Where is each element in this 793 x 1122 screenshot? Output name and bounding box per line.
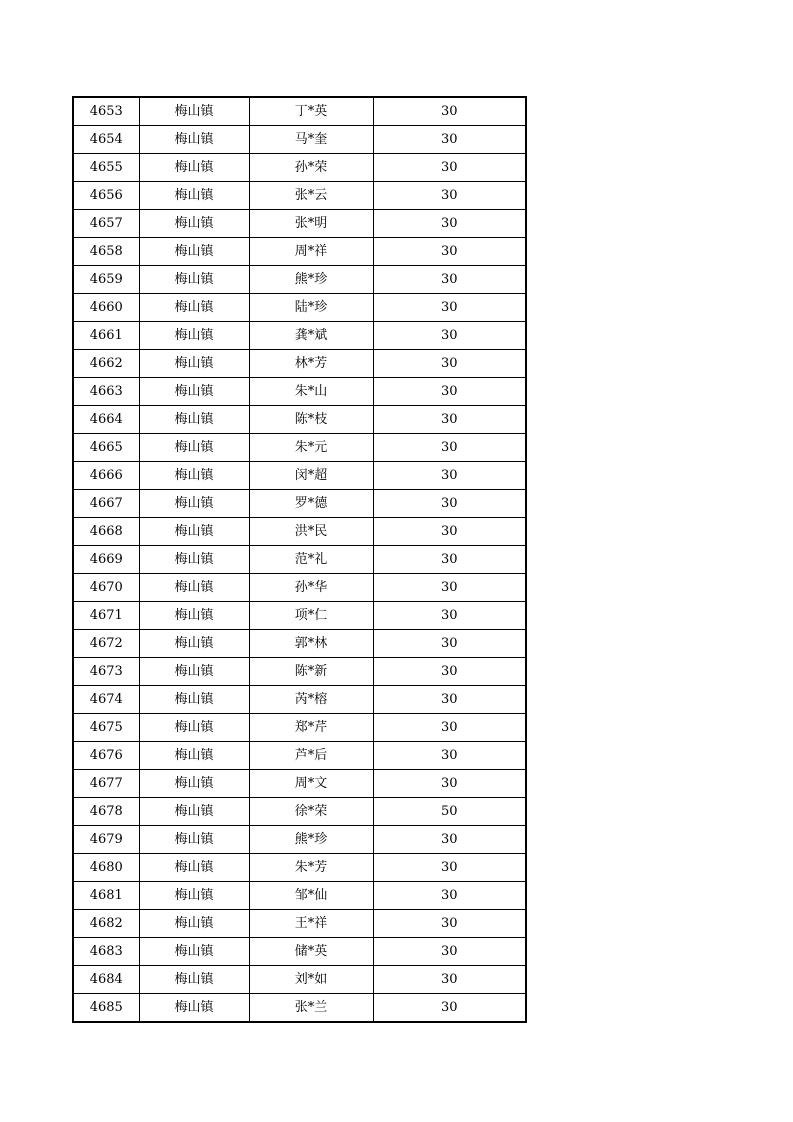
row-number-cell: 4673	[73, 658, 139, 686]
name-cell: 林*芳	[249, 350, 373, 378]
table-row	[73, 826, 526, 854]
name-cell: 储*英	[249, 938, 373, 966]
name-cell: 陈*枝	[249, 406, 373, 434]
table-row	[73, 490, 526, 518]
table-row	[73, 462, 526, 490]
name-cell: 邹*仙	[249, 882, 373, 910]
table-row	[73, 882, 526, 910]
data-table	[72, 96, 527, 1023]
amount-cell: 30	[373, 434, 526, 462]
name-cell: 张*明	[249, 210, 373, 238]
amount-cell: 30	[373, 322, 526, 350]
amount-cell: 30	[373, 378, 526, 406]
amount-cell: 30	[373, 294, 526, 322]
town-cell: 梅山镇	[139, 994, 249, 1023]
table-row	[73, 322, 526, 350]
name-cell: 朱*元	[249, 434, 373, 462]
amount-cell: 30	[373, 602, 526, 630]
town-cell: 梅山镇	[139, 910, 249, 938]
table-row	[73, 854, 526, 882]
amount-cell: 30	[373, 714, 526, 742]
row-number-cell: 4679	[73, 826, 139, 854]
name-cell: 周*祥	[249, 238, 373, 266]
row-number-cell: 4666	[73, 462, 139, 490]
town-cell: 梅山镇	[139, 882, 249, 910]
row-number-cell: 4657	[73, 210, 139, 238]
amount-cell: 30	[373, 882, 526, 910]
amount-cell: 30	[373, 97, 526, 126]
table-row	[73, 126, 526, 154]
town-cell: 梅山镇	[139, 770, 249, 798]
row-number-cell: 4680	[73, 854, 139, 882]
table-row	[73, 602, 526, 630]
table-row	[73, 938, 526, 966]
name-cell: 陈*新	[249, 658, 373, 686]
amount-cell: 30	[373, 350, 526, 378]
row-number-cell: 4659	[73, 266, 139, 294]
table-row	[73, 770, 526, 798]
name-cell: 张*兰	[249, 994, 373, 1023]
row-number-cell: 4682	[73, 910, 139, 938]
row-number-cell: 4667	[73, 490, 139, 518]
amount-cell: 30	[373, 154, 526, 182]
table-row	[73, 350, 526, 378]
town-cell: 梅山镇	[139, 518, 249, 546]
amount-cell: 30	[373, 126, 526, 154]
name-cell: 马*奎	[249, 126, 373, 154]
town-cell: 梅山镇	[139, 462, 249, 490]
amount-cell: 30	[373, 266, 526, 294]
amount-cell: 30	[373, 742, 526, 770]
table-row	[73, 630, 526, 658]
town-cell: 梅山镇	[139, 630, 249, 658]
row-number-cell: 4669	[73, 546, 139, 574]
row-number-cell: 4675	[73, 714, 139, 742]
row-number-cell: 4658	[73, 238, 139, 266]
table-row	[73, 658, 526, 686]
amount-cell: 30	[373, 686, 526, 714]
amount-cell: 30	[373, 490, 526, 518]
town-cell: 梅山镇	[139, 294, 249, 322]
name-cell: 郑*芹	[249, 714, 373, 742]
town-cell: 梅山镇	[139, 322, 249, 350]
table-row	[73, 714, 526, 742]
row-number-cell: 4677	[73, 770, 139, 798]
name-cell: 朱*山	[249, 378, 373, 406]
town-cell: 梅山镇	[139, 798, 249, 826]
table-row	[73, 182, 526, 210]
table-row	[73, 994, 526, 1023]
row-number-cell: 4662	[73, 350, 139, 378]
amount-cell: 30	[373, 658, 526, 686]
row-number-cell: 4654	[73, 126, 139, 154]
row-number-cell: 4668	[73, 518, 139, 546]
town-cell: 梅山镇	[139, 182, 249, 210]
name-cell: 郭*林	[249, 630, 373, 658]
amount-cell: 50	[373, 798, 526, 826]
town-cell: 梅山镇	[139, 546, 249, 574]
town-cell: 梅山镇	[139, 97, 249, 126]
table-row	[73, 798, 526, 826]
amount-cell: 30	[373, 238, 526, 266]
amount-cell: 30	[373, 994, 526, 1023]
table-row	[73, 154, 526, 182]
table-row	[73, 686, 526, 714]
row-number-cell: 4653	[73, 97, 139, 126]
town-cell: 梅山镇	[139, 266, 249, 294]
name-cell: 王*祥	[249, 910, 373, 938]
town-cell: 梅山镇	[139, 574, 249, 602]
town-cell: 梅山镇	[139, 378, 249, 406]
row-number-cell: 4665	[73, 434, 139, 462]
table-row	[73, 210, 526, 238]
row-number-cell: 4656	[73, 182, 139, 210]
amount-cell: 30	[373, 210, 526, 238]
town-cell: 梅山镇	[139, 406, 249, 434]
town-cell: 梅山镇	[139, 602, 249, 630]
row-number-cell: 4663	[73, 378, 139, 406]
table-row	[73, 266, 526, 294]
row-number-cell: 4664	[73, 406, 139, 434]
name-cell: 孙*华	[249, 574, 373, 602]
town-cell: 梅山镇	[139, 658, 249, 686]
town-cell: 梅山镇	[139, 966, 249, 994]
row-number-cell: 4671	[73, 602, 139, 630]
row-number-cell: 4670	[73, 574, 139, 602]
table-row	[73, 966, 526, 994]
amount-cell: 30	[373, 826, 526, 854]
town-cell: 梅山镇	[139, 714, 249, 742]
amount-cell: 30	[373, 182, 526, 210]
town-cell: 梅山镇	[139, 742, 249, 770]
row-number-cell: 4676	[73, 742, 139, 770]
row-number-cell: 4661	[73, 322, 139, 350]
town-cell: 梅山镇	[139, 826, 249, 854]
name-cell: 闵*超	[249, 462, 373, 490]
amount-cell: 30	[373, 966, 526, 994]
table-row	[73, 574, 526, 602]
amount-cell: 30	[373, 546, 526, 574]
amount-cell: 30	[373, 518, 526, 546]
row-number-cell: 4684	[73, 966, 139, 994]
name-cell: 丁*英	[249, 97, 373, 126]
amount-cell: 30	[373, 910, 526, 938]
name-cell: 陆*珍	[249, 294, 373, 322]
name-cell: 罗*德	[249, 490, 373, 518]
table-row	[73, 97, 526, 126]
name-cell: 范*礼	[249, 546, 373, 574]
name-cell: 张*云	[249, 182, 373, 210]
town-cell: 梅山镇	[139, 938, 249, 966]
row-number-cell: 4685	[73, 994, 139, 1023]
name-cell: 项*仁	[249, 602, 373, 630]
table-row	[73, 238, 526, 266]
table-row	[73, 434, 526, 462]
name-cell: 龚*斌	[249, 322, 373, 350]
town-cell: 梅山镇	[139, 686, 249, 714]
town-cell: 梅山镇	[139, 210, 249, 238]
table-row	[73, 406, 526, 434]
table-row	[73, 518, 526, 546]
row-number-cell: 4660	[73, 294, 139, 322]
name-cell: 刘*如	[249, 966, 373, 994]
name-cell: 周*文	[249, 770, 373, 798]
name-cell: 芦*后	[249, 742, 373, 770]
amount-cell: 30	[373, 406, 526, 434]
amount-cell: 30	[373, 574, 526, 602]
town-cell: 梅山镇	[139, 490, 249, 518]
amount-cell: 30	[373, 854, 526, 882]
row-number-cell: 4655	[73, 154, 139, 182]
row-number-cell: 4674	[73, 686, 139, 714]
name-cell: 芮*榕	[249, 686, 373, 714]
table-row	[73, 546, 526, 574]
table-row	[73, 910, 526, 938]
amount-cell: 30	[373, 630, 526, 658]
name-cell: 熊*珍	[249, 266, 373, 294]
name-cell: 孙*荣	[249, 154, 373, 182]
name-cell: 洪*民	[249, 518, 373, 546]
name-cell: 朱*芳	[249, 854, 373, 882]
town-cell: 梅山镇	[139, 350, 249, 378]
row-number-cell: 4672	[73, 630, 139, 658]
town-cell: 梅山镇	[139, 126, 249, 154]
amount-cell: 30	[373, 938, 526, 966]
amount-cell: 30	[373, 770, 526, 798]
table-row	[73, 742, 526, 770]
town-cell: 梅山镇	[139, 154, 249, 182]
table-body	[73, 97, 526, 1022]
amount-cell: 30	[373, 462, 526, 490]
row-number-cell: 4681	[73, 882, 139, 910]
table-row	[73, 378, 526, 406]
name-cell: 熊*珍	[249, 826, 373, 854]
table-row	[73, 294, 526, 322]
row-number-cell: 4678	[73, 798, 139, 826]
town-cell: 梅山镇	[139, 238, 249, 266]
name-cell: 徐*荣	[249, 798, 373, 826]
town-cell: 梅山镇	[139, 434, 249, 462]
town-cell: 梅山镇	[139, 854, 249, 882]
row-number-cell: 4683	[73, 938, 139, 966]
